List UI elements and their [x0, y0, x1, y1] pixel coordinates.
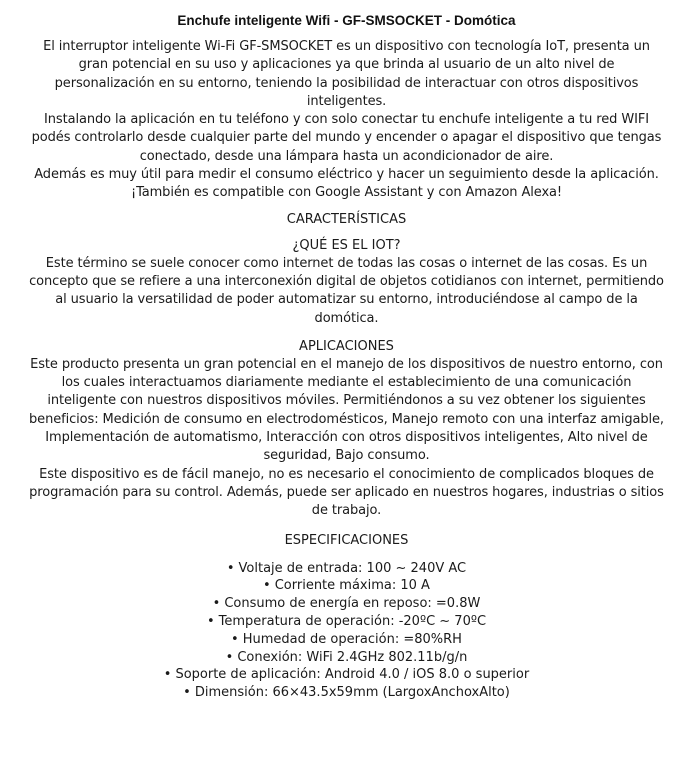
bullet-icon: • — [206, 613, 215, 629]
spec-text: Humedad de operación: =80%RH — [242, 631, 462, 647]
specs-heading: ESPECIFICACIONES — [284, 532, 409, 548]
spec-text: Consumo de energía en reposo: =0.8W — [224, 596, 481, 612]
spec-text: Temperatura de operación: -20ºC ~ 70ºC — [218, 613, 487, 629]
bullet-icon: • — [226, 560, 235, 576]
bullet-icon: • — [212, 596, 221, 612]
intro-paragraph-1: El interruptor inteligente Wi-Fi GF-SMSOCKET es un dispositivo con tecnología IoT, presenta un gran potencial en su uso y aplicaciones ya que brinda al usuario de un alto nivel de personalización en su entorno, teniendo la posibilidad de interactuar con otros dispositivos inteligentes. — [43, 39, 650, 109]
iot-paragraph: Este término se suele conocer como internet de todas las cosas o internet de las cosas. Es un concepto que se refiere a una interconexión digital de objetos cotidianos con internet, permitiendo al usuario la versatilidad de poder automatizar su entorno, introduciéndose al campo de la domótica. — [29, 255, 664, 326]
page-title: Enchufe inteligente Wifi - GF-SMSOCKET - Domótica — [177, 13, 516, 28]
spec-item — [28, 595, 665, 613]
spec-item — [28, 649, 665, 667]
intro-paragraph-3: Además es muy útil para medir el consumo eléctrico y hacer un seguimiento desde la aplicación. ¡También es compatible con Google Assistant y con Amazon Alexa! — [34, 167, 659, 201]
specs-list — [28, 560, 665, 702]
iot-subheading: ¿QUÉ ES EL IOT? — [292, 237, 401, 253]
spec-item — [28, 666, 665, 684]
bullet-icon: • — [263, 578, 271, 594]
bullet-icon: • — [231, 631, 239, 647]
features-heading: CARACTERÍSTICAS — [286, 211, 407, 227]
bullet-icon: • — [225, 649, 234, 665]
applications-heading: APLICACIONES — [299, 338, 394, 354]
applications-paragraph-2: Este dispositivo es de fácil manejo, no es necesario el conocimiento de complicados bloques de programación para su control. Además, puede ser aplicado en nuestros hogares, industrias o sitios de trabajo. — [29, 466, 664, 519]
bullet-icon: • — [163, 667, 172, 683]
spec-item — [28, 613, 665, 631]
applications-paragraph-1: Este producto presenta un gran potencial en el manejo de los dispositivos de nuestro entorno, con los cuales interactuamos diariamente mediante el establecimiento de una comunicación inteligente con nuestros dispositivos móviles. Permitiéndonos a su vez obtener los siguientes beneficios: Medición de consumo en electrodomésticos, Manejo remoto con una interfaz amigable, Implementación de automatismo, Interacción con otros dispositivos inteligentes, Alto nivel de seguridad, Bajo consumo. — [29, 356, 664, 464]
spec-text: Soporte de aplicación: Android 4.0 / iOS 8.0 o superior — [175, 667, 530, 683]
spec-item — [28, 560, 665, 578]
spec-text: Conexión: WiFi 2.4GHz 802.11b/g/n — [237, 649, 468, 665]
spec-text: Corriente máxima: 10 A — [274, 578, 430, 594]
spec-item — [28, 684, 665, 702]
spec-item — [28, 631, 665, 649]
intro-paragraph-2: Instalando la aplicación en tu teléfono y con solo conectar tu enchufe inteligente a tu red WIFI podés controlarlo desde cualquier parte del mundo y encender o apagar el dispositivo que tengas conectado, desde una lámpara hasta un acondicionador de aire. — [31, 112, 662, 164]
spec-text: Dimensión: 66×43.5x59mm (LargoxAnchoxAlto) — [194, 685, 510, 701]
spec-item — [28, 577, 665, 595]
bullet-icon: • — [183, 685, 191, 701]
spec-text: Voltaje de entrada: 100 ~ 240V AC — [238, 560, 467, 576]
